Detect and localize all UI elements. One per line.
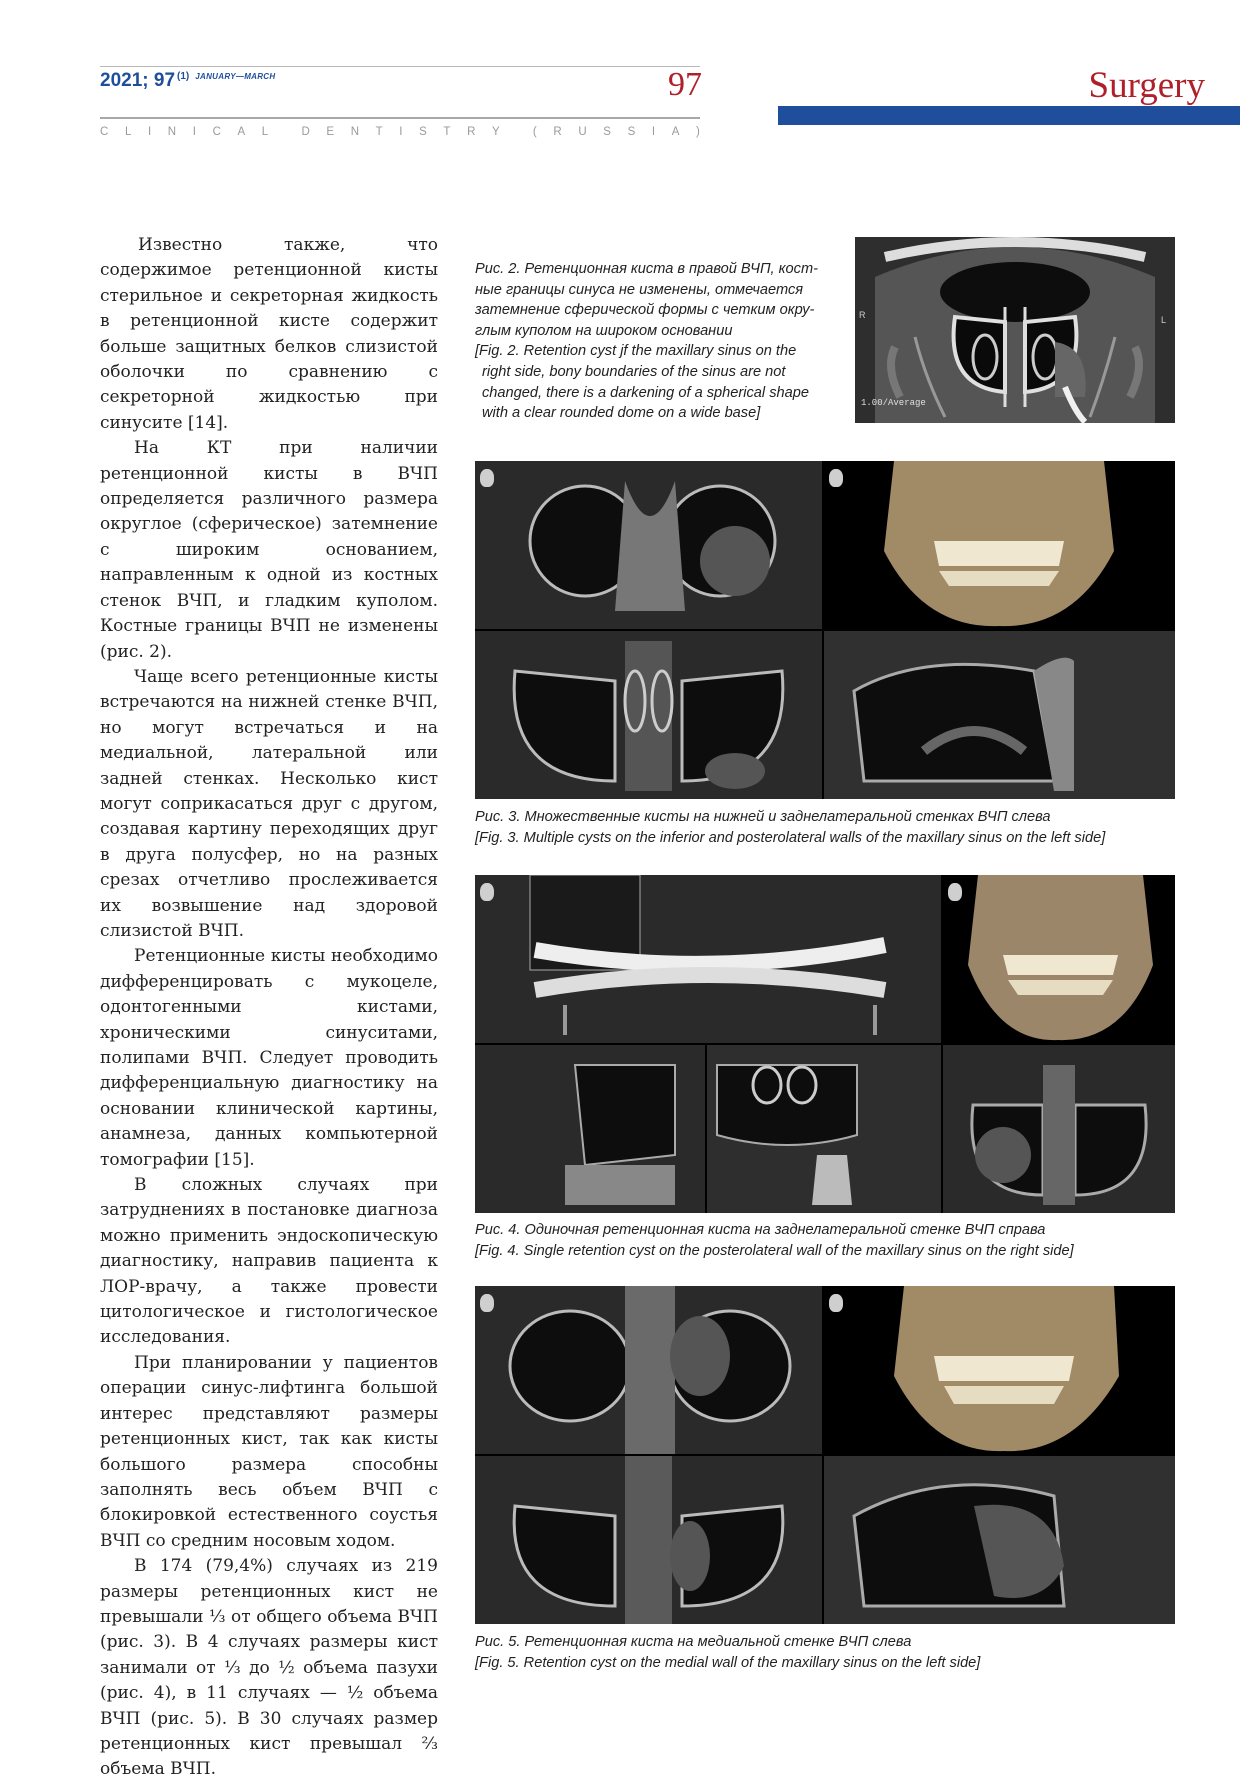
journal-name xyxy=(100,126,700,138)
fig4-panel-3d xyxy=(943,875,1175,1043)
journal-letter: ) xyxy=(695,126,700,138)
fig3-panel-3d xyxy=(824,461,1175,629)
journal-letter: N xyxy=(350,126,359,138)
fig4-image xyxy=(475,875,1175,1213)
paragraph: В 174 (79,4%) случаях из 219 размеры ретенционных кист не превышали ⅓ от общего объема ВЧП (рис. 3). В 4 случаях размеры кист занимали от ⅓ до ½ объема пазухи (рис. 4), в 11 случаях — ½ объема ВЧП (рис. 5). В 30 случаях размер ретенционных кист превышал ⅔ объема ВЧП. xyxy=(100,1556,438,1780)
journal-letter: L xyxy=(261,126,269,138)
fig5-panel-sagittal xyxy=(824,1456,1175,1624)
journal-letter: C xyxy=(212,126,221,138)
journal-letter: A xyxy=(237,126,246,138)
journal-letter: I xyxy=(192,126,196,138)
skull-icon xyxy=(480,1294,494,1312)
journal-letter: L xyxy=(124,126,132,138)
fig4-panel-transversal xyxy=(707,1045,941,1213)
fig5-image xyxy=(475,1286,1175,1624)
journal-letter: I xyxy=(399,126,403,138)
journal-letter: ( xyxy=(532,126,537,138)
skull-icon xyxy=(480,883,494,901)
skull-icon xyxy=(480,469,494,487)
paragraph: Известно также, что содержимое ретенционной кисты стерильное и секреторная жидкость в ретенционной кисте содержит больше защитных белков слизистой оболочки по сравнению с секреторной жидкостью при синусите [14]. xyxy=(100,235,438,433)
issue-year: 2021; xyxy=(100,70,149,91)
fig4-caption-en: [Fig. 4. Single retention cyst on the posterolateral wall of the maxillary sinus on the right side] xyxy=(475,1242,1074,1259)
header-bottom-rule xyxy=(100,117,700,119)
fig4-panel-coronal xyxy=(943,1045,1175,1213)
fig2-image-label: 1.00/Average xyxy=(861,398,926,408)
paragraph: На КТ при наличии ретенционной кисты в ВЧП определяется различного размера округлое (сферическое) затемнение с широким основанием, направленным к одной из костных стенок ВЧП, и гладким куполом. Костные границы ВЧП не изменены (рис. 2). xyxy=(100,438,438,662)
issue-months: JANUARY—MARCH xyxy=(195,71,276,81)
journal-letter: I xyxy=(651,126,656,138)
journal-letter: E xyxy=(326,126,335,138)
fig3-caption-en: [Fig. 3. Multiple cysts on the inferior and posterolateral walls of the maxillary sinus on the left side] xyxy=(475,829,1106,846)
fig2-side-label-l: L xyxy=(1161,315,1167,325)
fig4-panel-tangential xyxy=(475,1045,705,1213)
journal-letter: U xyxy=(578,126,587,138)
fig5-caption xyxy=(475,1632,1175,1673)
fig2-caption-ru-line: Рис. 2. Ретенционная киста в правой ВЧП, кост- xyxy=(475,261,818,277)
journal-letter: S xyxy=(419,126,427,138)
skull-icon xyxy=(948,883,962,901)
fig2-caption-en-line: [Fig. 2. Retention cyst jf the maxillary sinus on the xyxy=(475,343,797,360)
fig5-caption-ru: Рис. 5. Ретенционная киста на медиальной стенке ВЧП слева xyxy=(475,1634,912,1650)
fig5-caption-en: [Fig. 5. Retention cyst on the medial wall of the maxillary sinus on the left side] xyxy=(475,1654,981,1671)
journal-letter: R xyxy=(467,126,476,138)
fig4-caption-ru: Рис. 4. Одиночная ретенционная киста на заднелатеральной стенке ВЧП справа xyxy=(475,1222,1046,1238)
fig3-image xyxy=(475,461,1175,799)
header-top-rule xyxy=(100,66,700,67)
fig2-caption-ru-line: глым куполом на широком основании xyxy=(475,322,733,339)
fig2-side-label-r: R xyxy=(859,310,866,320)
journal-letter: D xyxy=(301,126,310,138)
skull-icon xyxy=(829,1294,843,1312)
journal-letter: I xyxy=(147,126,152,138)
journal-letter: T xyxy=(443,126,451,138)
skull-icon xyxy=(829,469,843,487)
fig3-caption xyxy=(475,807,1175,848)
fig4-panel-panoramic xyxy=(475,875,941,1043)
fig2-caption-ru-line: затемнение сферической формы с четким окру- xyxy=(475,302,815,319)
fig2-caption-en-line: changed, there is a darkening of a spherical shape xyxy=(482,384,809,401)
issue-info xyxy=(100,70,275,92)
journal-letter: R xyxy=(553,126,562,138)
fig5-panel-axial xyxy=(475,1286,822,1454)
fig2-caption xyxy=(475,259,835,424)
fig3-panel-axial xyxy=(475,461,822,629)
fig2-ct-coronal-image xyxy=(855,237,1175,423)
journal-letter: S xyxy=(603,126,611,138)
fig3-panel-coronal xyxy=(475,631,822,799)
journal-letter: S xyxy=(627,126,636,138)
paragraph: При планировании у пациентов операции синус-лифтинга большой интерес представляют размеры ретенционных кист, так как кисты большого размера способны заполнять весь объем ВЧП с блокировкой естественного соустья ВЧП со средним носовым ходом. xyxy=(100,1352,438,1551)
journal-letter: A xyxy=(671,126,680,138)
fig5-panel-coronal xyxy=(475,1456,822,1624)
journal-letter: T xyxy=(375,126,383,138)
fig2-caption-ru-line: ные границы синуса не изменены, отмечается xyxy=(475,281,804,298)
issue-number: (1) xyxy=(177,70,190,82)
fig3-caption-ru: Рис. 3. Множественные кисты на нижней и заднелатеральной стенках ВЧП слева xyxy=(475,809,1051,825)
paragraph: В сложных случаях при затруднениях в постановке диагноза можно применить эндоскопическую диагностику, направив пациента к ЛОР-врачу, а также провести цитологическое и гистологическое исследования. xyxy=(100,1175,438,1348)
fig2-caption-en-line: right side, bony boundaries of the sinus are not xyxy=(482,363,786,380)
journal-letter: N xyxy=(167,126,177,138)
section-color-bar xyxy=(778,106,1240,125)
article-body xyxy=(100,233,438,1783)
fig5-panel-3d xyxy=(824,1286,1175,1454)
journal-letter: Y xyxy=(492,126,500,138)
fig4-caption xyxy=(475,1220,1175,1261)
fig2-caption-en-line: with a clear rounded dome on a wide base] xyxy=(482,405,761,422)
fig3-panel-sagittal xyxy=(824,631,1175,799)
page-number: 97 xyxy=(668,66,702,103)
section-title: Surgery xyxy=(1088,65,1205,106)
journal-letter: C xyxy=(100,126,109,138)
paragraph: Чаще всего ретенционные кисты встречаются на нижней стенке ВЧП, но могут встречаться и на медиальной, латеральной или задней стенках. Несколько кист могут соприкасаться друг с другом, создавая картину переходящих друг в друга полусфер, но на разных срезах отчетливо прослеживается их возвышение над здоровой слизистой ВЧП. xyxy=(100,666,438,941)
issue-volume: 97 xyxy=(153,70,176,91)
paragraph: Ретенционные кисты необходимо дифференцировать с мукоцеле, одонтогенными кистами, хроническими синуситами, полипами ВЧП. Следует проводить дифференциальную диагностику на основании клинической картины, анамнеза, данных компьютерной томографии [15]. xyxy=(100,946,438,1170)
